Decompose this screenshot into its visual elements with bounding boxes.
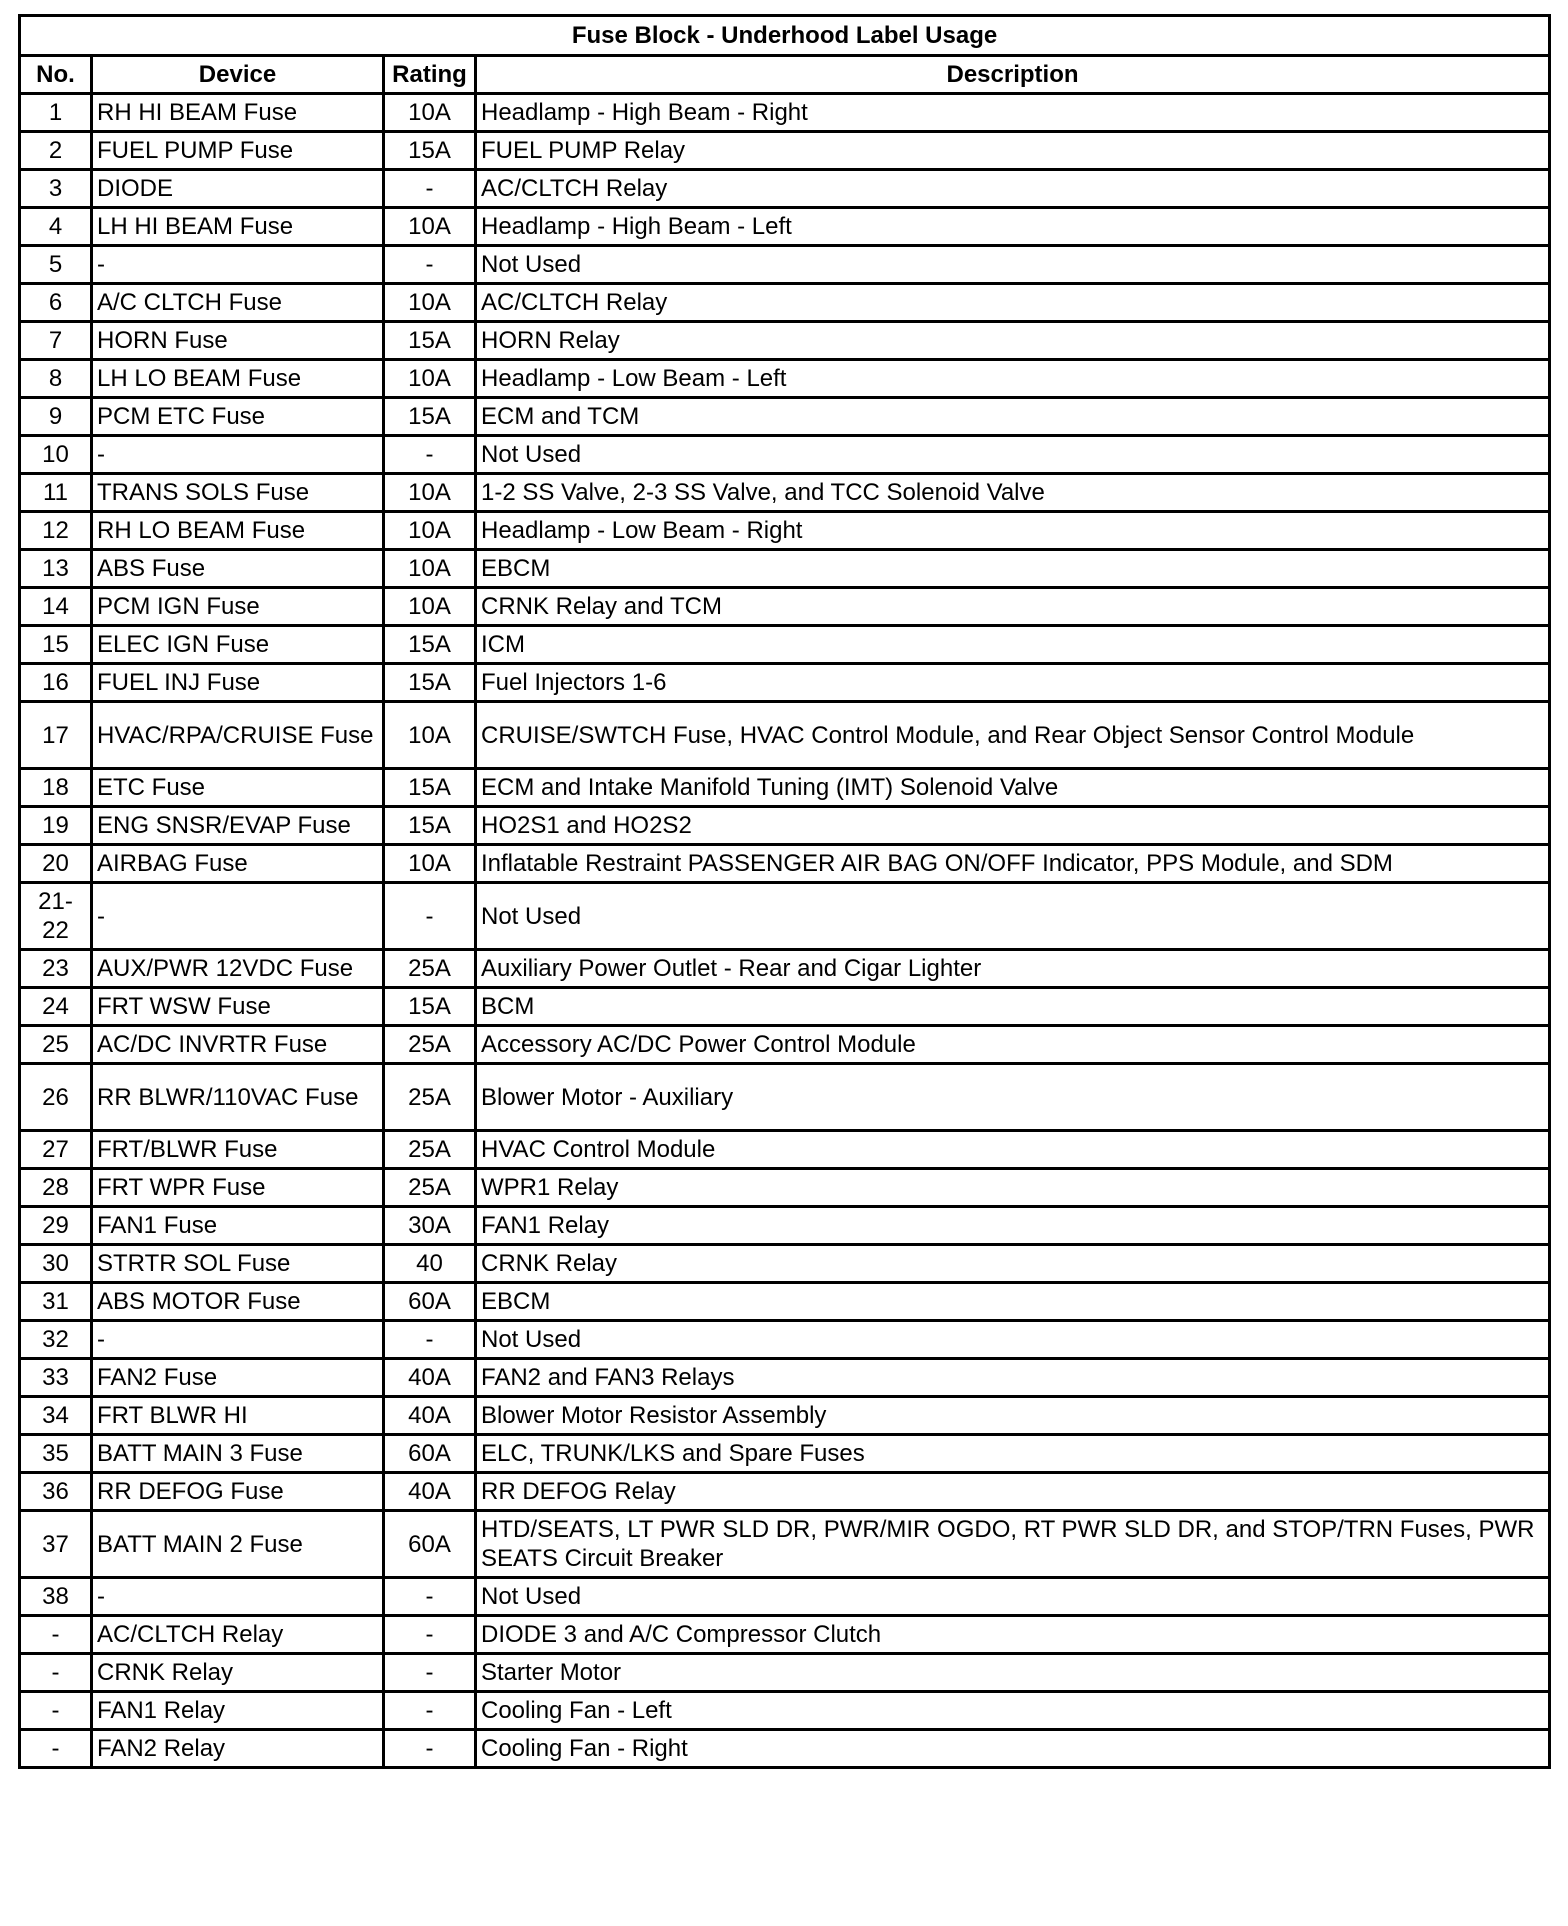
cell-device: HVAC/RPA/CRUISE Fuse (92, 702, 384, 769)
cell-rating: - (384, 246, 476, 284)
cell-no: - (20, 1616, 92, 1654)
table-title-row (20, 16, 1550, 56)
cell-device: - (92, 246, 384, 284)
cell-no: 21-22 (20, 883, 92, 950)
table-row (20, 1578, 1550, 1616)
cell-device: FUEL INJ Fuse (92, 664, 384, 702)
table-row (20, 1435, 1550, 1473)
cell-rating: - (384, 1578, 476, 1616)
table-row (20, 1245, 1550, 1283)
cell-device: DIODE (92, 170, 384, 208)
cell-device: HORN Fuse (92, 322, 384, 360)
fuse-table-container (18, 14, 1548, 1769)
cell-description: Headlamp - High Beam - Left (476, 208, 1550, 246)
cell-rating: 10A (384, 284, 476, 322)
cell-rating: 15A (384, 807, 476, 845)
cell-description: ICM (476, 626, 1550, 664)
cell-device: RR DEFOG Fuse (92, 1473, 384, 1511)
cell-no: 34 (20, 1397, 92, 1435)
cell-no: 35 (20, 1435, 92, 1473)
cell-rating: 10A (384, 474, 476, 512)
table-row (20, 1654, 1550, 1692)
cell-no: 10 (20, 436, 92, 474)
cell-rating: - (384, 1654, 476, 1692)
cell-rating: 10A (384, 360, 476, 398)
cell-rating: 10A (384, 588, 476, 626)
table-row (20, 246, 1550, 284)
cell-no: 31 (20, 1283, 92, 1321)
cell-no: 14 (20, 588, 92, 626)
cell-rating: - (384, 1616, 476, 1654)
cell-description: CRUISE/SWTCH Fuse, HVAC Control Module, and Rear Object Sensor Control Module (476, 702, 1550, 769)
cell-description: HTD/SEATS, LT PWR SLD DR, PWR/MIR OGDO, RT PWR SLD DR, and STOP/TRN Fuses, PWR SEATS Circuit Breaker (476, 1511, 1550, 1578)
table-row (20, 1283, 1550, 1321)
cell-device: ELEC IGN Fuse (92, 626, 384, 664)
cell-description: Headlamp - Low Beam - Left (476, 360, 1550, 398)
table-title: Fuse Block - Underhood Label Usage (20, 16, 1550, 56)
cell-rating: - (384, 883, 476, 950)
table-row (20, 208, 1550, 246)
cell-description: BCM (476, 988, 1550, 1026)
cell-device: AUX/PWR 12VDC Fuse (92, 950, 384, 988)
cell-no: 16 (20, 664, 92, 702)
cell-no: 17 (20, 702, 92, 769)
cell-rating: 15A (384, 626, 476, 664)
table-row (20, 360, 1550, 398)
cell-description: ECM and Intake Manifold Tuning (IMT) Solenoid Valve (476, 769, 1550, 807)
cell-device: LH HI BEAM Fuse (92, 208, 384, 246)
cell-no: 8 (20, 360, 92, 398)
header-description: Description (476, 56, 1550, 94)
cell-no: 4 (20, 208, 92, 246)
cell-rating: - (384, 1692, 476, 1730)
table-row (20, 1321, 1550, 1359)
table-row (20, 550, 1550, 588)
table-row (20, 883, 1550, 950)
cell-description: AC/CLTCH Relay (476, 170, 1550, 208)
table-row (20, 1169, 1550, 1207)
cell-no: 30 (20, 1245, 92, 1283)
cell-device: AIRBAG Fuse (92, 845, 384, 883)
table-row (20, 950, 1550, 988)
cell-rating: 60A (384, 1435, 476, 1473)
table-row (20, 588, 1550, 626)
cell-rating: 60A (384, 1511, 476, 1578)
table-row (20, 1616, 1550, 1654)
cell-device: ETC Fuse (92, 769, 384, 807)
cell-no: 27 (20, 1131, 92, 1169)
cell-description: HORN Relay (476, 322, 1550, 360)
cell-rating: 25A (384, 1131, 476, 1169)
table-row (20, 626, 1550, 664)
cell-description: Cooling Fan - Right (476, 1730, 1550, 1768)
cell-no: 6 (20, 284, 92, 322)
cell-description: FUEL PUMP Relay (476, 132, 1550, 170)
table-row (20, 988, 1550, 1026)
cell-rating: 40A (384, 1397, 476, 1435)
cell-rating: 10A (384, 702, 476, 769)
table-row (20, 436, 1550, 474)
cell-device: LH LO BEAM Fuse (92, 360, 384, 398)
cell-description: HVAC Control Module (476, 1131, 1550, 1169)
cell-no: 25 (20, 1026, 92, 1064)
cell-device: ENG SNSR/EVAP Fuse (92, 807, 384, 845)
cell-description: AC/CLTCH Relay (476, 284, 1550, 322)
cell-rating: - (384, 170, 476, 208)
cell-rating: 10A (384, 208, 476, 246)
cell-no: 7 (20, 322, 92, 360)
table-row (20, 398, 1550, 436)
cell-rating: 10A (384, 550, 476, 588)
cell-device: BATT MAIN 2 Fuse (92, 1511, 384, 1578)
cell-no: 11 (20, 474, 92, 512)
cell-device: RH LO BEAM Fuse (92, 512, 384, 550)
cell-description: WPR1 Relay (476, 1169, 1550, 1207)
cell-description: EBCM (476, 1283, 1550, 1321)
cell-no: 38 (20, 1578, 92, 1616)
cell-description: Starter Motor (476, 1654, 1550, 1692)
cell-rating: 15A (384, 664, 476, 702)
cell-no: 33 (20, 1359, 92, 1397)
table-row (20, 322, 1550, 360)
cell-device: TRANS SOLS Fuse (92, 474, 384, 512)
cell-rating: 60A (384, 1283, 476, 1321)
cell-rating: 40 (384, 1245, 476, 1283)
cell-rating: - (384, 436, 476, 474)
table-row (20, 1207, 1550, 1245)
cell-device: FRT WSW Fuse (92, 988, 384, 1026)
cell-no: 3 (20, 170, 92, 208)
cell-no: 9 (20, 398, 92, 436)
cell-rating: 10A (384, 512, 476, 550)
cell-rating: 10A (384, 845, 476, 883)
cell-no: - (20, 1654, 92, 1692)
table-row (20, 1511, 1550, 1578)
header-no: No. (20, 56, 92, 94)
cell-device: BATT MAIN 3 Fuse (92, 1435, 384, 1473)
cell-rating: 10A (384, 94, 476, 132)
table-row (20, 1131, 1550, 1169)
cell-description: Blower Motor - Auxiliary (476, 1064, 1550, 1131)
cell-no: 36 (20, 1473, 92, 1511)
cell-device: AC/DC INVRTR Fuse (92, 1026, 384, 1064)
cell-description: EBCM (476, 550, 1550, 588)
cell-description: Inflatable Restraint PASSENGER AIR BAG ON/OFF Indicator, PPS Module, and SDM (476, 845, 1550, 883)
cell-device: FAN2 Relay (92, 1730, 384, 1768)
table-row (20, 845, 1550, 883)
table-row (20, 474, 1550, 512)
cell-description: RR DEFOG Relay (476, 1473, 1550, 1511)
cell-device: ABS MOTOR Fuse (92, 1283, 384, 1321)
cell-no: 23 (20, 950, 92, 988)
header-device: Device (92, 56, 384, 94)
cell-description: FAN2 and FAN3 Relays (476, 1359, 1550, 1397)
cell-device: RH HI BEAM Fuse (92, 94, 384, 132)
cell-no: 20 (20, 845, 92, 883)
cell-device: - (92, 883, 384, 950)
table-row (20, 132, 1550, 170)
cell-rating: 25A (384, 1064, 476, 1131)
table-row (20, 512, 1550, 550)
cell-no: - (20, 1692, 92, 1730)
cell-device: FRT/BLWR Fuse (92, 1131, 384, 1169)
table-row (20, 284, 1550, 322)
table-row (20, 1026, 1550, 1064)
cell-device: - (92, 1321, 384, 1359)
table-row (20, 1473, 1550, 1511)
cell-no: 1 (20, 94, 92, 132)
cell-description: Auxiliary Power Outlet - Rear and Cigar Lighter (476, 950, 1550, 988)
table-row (20, 664, 1550, 702)
cell-no: 13 (20, 550, 92, 588)
cell-rating: 15A (384, 769, 476, 807)
cell-no: 37 (20, 1511, 92, 1578)
cell-device: FRT WPR Fuse (92, 1169, 384, 1207)
table-row (20, 1359, 1550, 1397)
cell-no: 26 (20, 1064, 92, 1131)
table-row (20, 769, 1550, 807)
cell-rating: - (384, 1730, 476, 1768)
cell-device: PCM ETC Fuse (92, 398, 384, 436)
cell-rating: 25A (384, 1169, 476, 1207)
table-header-row (20, 56, 1550, 94)
cell-description: Headlamp - High Beam - Right (476, 94, 1550, 132)
cell-device: - (92, 1578, 384, 1616)
cell-description: ELC, TRUNK/LKS and Spare Fuses (476, 1435, 1550, 1473)
cell-device: STRTR SOL Fuse (92, 1245, 384, 1283)
cell-description: 1-2 SS Valve, 2-3 SS Valve, and TCC Solenoid Valve (476, 474, 1550, 512)
table-row (20, 1397, 1550, 1435)
cell-rating: 40A (384, 1473, 476, 1511)
cell-no: 29 (20, 1207, 92, 1245)
table-body (20, 94, 1550, 1768)
cell-no: 19 (20, 807, 92, 845)
cell-device: FAN1 Relay (92, 1692, 384, 1730)
cell-device: FRT BLWR HI (92, 1397, 384, 1435)
cell-device: CRNK Relay (92, 1654, 384, 1692)
cell-rating: 25A (384, 950, 476, 988)
cell-no: - (20, 1730, 92, 1768)
table-row (20, 170, 1550, 208)
cell-description: DIODE 3 and A/C Compressor Clutch (476, 1616, 1550, 1654)
cell-description: Not Used (476, 1578, 1550, 1616)
cell-rating: 15A (384, 322, 476, 360)
cell-device: FAN2 Fuse (92, 1359, 384, 1397)
cell-description: Not Used (476, 246, 1550, 284)
header-rating: Rating (384, 56, 476, 94)
cell-rating: 25A (384, 1026, 476, 1064)
cell-description: CRNK Relay (476, 1245, 1550, 1283)
table-row (20, 94, 1550, 132)
cell-device: FUEL PUMP Fuse (92, 132, 384, 170)
cell-description: CRNK Relay and TCM (476, 588, 1550, 626)
cell-device: A/C CLTCH Fuse (92, 284, 384, 322)
cell-device: AC/CLTCH Relay (92, 1616, 384, 1654)
cell-no: 5 (20, 246, 92, 284)
cell-device: PCM IGN Fuse (92, 588, 384, 626)
cell-description: Fuel Injectors 1-6 (476, 664, 1550, 702)
cell-no: 28 (20, 1169, 92, 1207)
cell-no: 18 (20, 769, 92, 807)
cell-rating: 30A (384, 1207, 476, 1245)
cell-description: Not Used (476, 883, 1550, 950)
cell-rating: 15A (384, 132, 476, 170)
cell-description: FAN1 Relay (476, 1207, 1550, 1245)
cell-rating: 15A (384, 988, 476, 1026)
table-row (20, 1692, 1550, 1730)
cell-description: Headlamp - Low Beam - Right (476, 512, 1550, 550)
cell-description: HO2S1 and HO2S2 (476, 807, 1550, 845)
cell-rating: 15A (384, 398, 476, 436)
cell-no: 12 (20, 512, 92, 550)
cell-device: RR BLWR/110VAC Fuse (92, 1064, 384, 1131)
cell-description: Not Used (476, 436, 1550, 474)
fuse-table (18, 14, 1551, 1769)
cell-no: 32 (20, 1321, 92, 1359)
cell-description: Accessory AC/DC Power Control Module (476, 1026, 1550, 1064)
cell-no: 15 (20, 626, 92, 664)
cell-description: ECM and TCM (476, 398, 1550, 436)
table-row (20, 1730, 1550, 1768)
cell-device: FAN1 Fuse (92, 1207, 384, 1245)
cell-description: Not Used (476, 1321, 1550, 1359)
cell-rating: - (384, 1321, 476, 1359)
cell-device: ABS Fuse (92, 550, 384, 588)
cell-rating: 40A (384, 1359, 476, 1397)
cell-no: 2 (20, 132, 92, 170)
cell-device: - (92, 436, 384, 474)
table-row (20, 702, 1550, 769)
table-row (20, 1064, 1550, 1131)
cell-description: Cooling Fan - Left (476, 1692, 1550, 1730)
cell-no: 24 (20, 988, 92, 1026)
table-row (20, 807, 1550, 845)
cell-description: Blower Motor Resistor Assembly (476, 1397, 1550, 1435)
